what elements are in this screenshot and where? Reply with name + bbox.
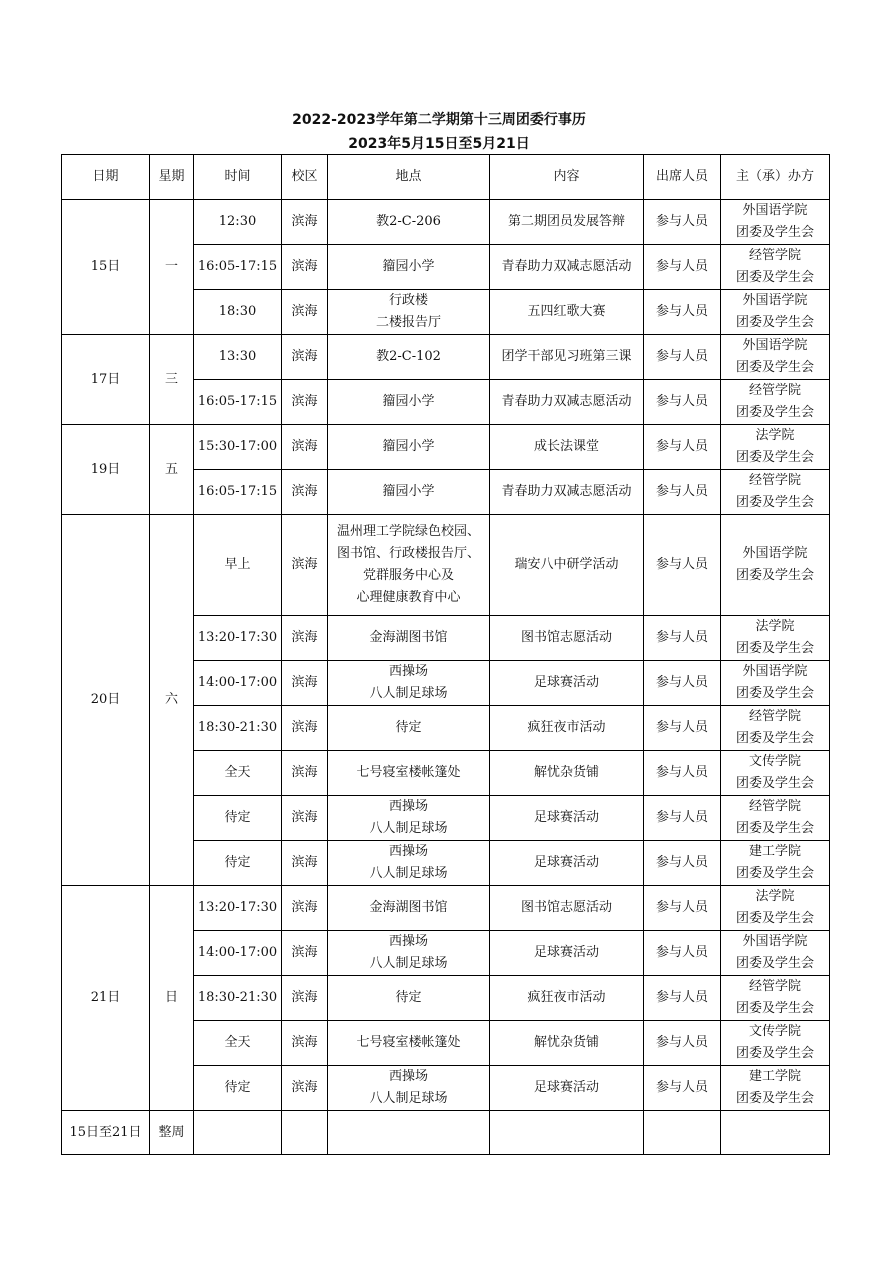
organizer-cell: 经管学院 团委及学生会 bbox=[721, 796, 830, 841]
place-cell: 金海湖图书馆 bbox=[328, 616, 490, 661]
footer-place bbox=[328, 1111, 490, 1155]
place-cell: 籀园小学 bbox=[328, 425, 490, 470]
organizer-cell: 经管学院 团委及学生会 bbox=[721, 976, 830, 1021]
place-cell: 待定 bbox=[328, 976, 490, 1021]
attendees-cell: 参与人员 bbox=[644, 751, 721, 796]
campus-cell: 滨海 bbox=[282, 245, 328, 290]
place-cell: 待定 bbox=[328, 706, 490, 751]
table-row bbox=[62, 425, 830, 470]
campus-cell: 滨海 bbox=[282, 661, 328, 706]
place-cell: 籀园小学 bbox=[328, 380, 490, 425]
content-cell: 足球赛活动 bbox=[490, 661, 644, 706]
header-attendees: 出席人员 bbox=[644, 155, 721, 200]
place-cell: 西操场 八人制足球场 bbox=[328, 1066, 490, 1111]
time-cell: 13:30 bbox=[194, 335, 282, 380]
time-cell: 待定 bbox=[194, 1066, 282, 1111]
header-organizer: 主（承）办方 bbox=[721, 155, 830, 200]
content-cell: 解忧杂货铺 bbox=[490, 1021, 644, 1066]
attendees-cell: 参与人员 bbox=[644, 245, 721, 290]
place-cell: 教2-C-206 bbox=[328, 200, 490, 245]
organizer-cell: 经管学院 团委及学生会 bbox=[721, 706, 830, 751]
organizer-cell: 建工学院 团委及学生会 bbox=[721, 841, 830, 886]
organizer-cell: 文传学院 团委及学生会 bbox=[721, 751, 830, 796]
campus-cell: 滨海 bbox=[282, 751, 328, 796]
content-cell: 青春助力双减志愿活动 bbox=[490, 470, 644, 515]
campus-cell: 滨海 bbox=[282, 380, 328, 425]
attendees-cell: 参与人员 bbox=[644, 515, 721, 616]
weekday-cell: 五 bbox=[150, 425, 194, 515]
document-title: 2022-2023学年第二学期第十三周团委行事历 bbox=[292, 112, 586, 128]
attendees-cell: 参与人员 bbox=[644, 661, 721, 706]
weekday-cell: 三 bbox=[150, 335, 194, 425]
time-cell: 早上 bbox=[194, 515, 282, 616]
content-cell: 成长法课堂 bbox=[490, 425, 644, 470]
time-cell: 12:30 bbox=[194, 200, 282, 245]
attendees-cell: 参与人员 bbox=[644, 200, 721, 245]
date-cell: 19日 bbox=[62, 425, 150, 515]
footer-content bbox=[490, 1111, 644, 1155]
time-cell: 14:00-17:00 bbox=[194, 931, 282, 976]
time-cell: 16:05-17:15 bbox=[194, 245, 282, 290]
organizer-cell: 文传学院 团委及学生会 bbox=[721, 1021, 830, 1066]
header-content: 内容 bbox=[490, 155, 644, 200]
campus-cell: 滨海 bbox=[282, 290, 328, 335]
campus-cell: 滨海 bbox=[282, 976, 328, 1021]
content-cell: 青春助力双减志愿活动 bbox=[490, 380, 644, 425]
content-cell: 青春助力双减志愿活动 bbox=[490, 245, 644, 290]
footer-attendees bbox=[644, 1111, 721, 1155]
attendees-cell: 参与人员 bbox=[644, 335, 721, 380]
content-cell: 足球赛活动 bbox=[490, 796, 644, 841]
attendees-cell: 参与人员 bbox=[644, 841, 721, 886]
campus-cell: 滨海 bbox=[282, 931, 328, 976]
content-cell: 第二期团员发展答辩 bbox=[490, 200, 644, 245]
schedule-table bbox=[61, 154, 830, 1155]
time-cell: 待定 bbox=[194, 796, 282, 841]
attendees-cell: 参与人员 bbox=[644, 290, 721, 335]
header-date: 日期 bbox=[62, 155, 150, 200]
place-cell: 籀园小学 bbox=[328, 245, 490, 290]
attendees-cell: 参与人员 bbox=[644, 796, 721, 841]
table-row bbox=[62, 515, 830, 616]
attendees-cell: 参与人员 bbox=[644, 1021, 721, 1066]
organizer-cell: 外国语学院 团委及学生会 bbox=[721, 290, 830, 335]
footer-weekday: 整周 bbox=[150, 1111, 194, 1155]
time-cell: 13:20-17:30 bbox=[194, 886, 282, 931]
attendees-cell: 参与人员 bbox=[644, 425, 721, 470]
time-cell: 18:30-21:30 bbox=[194, 706, 282, 751]
organizer-cell: 经管学院 团委及学生会 bbox=[721, 380, 830, 425]
content-cell: 五四红歌大赛 bbox=[490, 290, 644, 335]
content-cell: 团学干部见习班第三课 bbox=[490, 335, 644, 380]
place-cell: 籀园小学 bbox=[328, 470, 490, 515]
time-cell: 全天 bbox=[194, 1021, 282, 1066]
header-row bbox=[62, 155, 830, 200]
organizer-cell: 经管学院 团委及学生会 bbox=[721, 245, 830, 290]
organizer-cell: 外国语学院 团委及学生会 bbox=[721, 200, 830, 245]
content-cell: 解忧杂货铺 bbox=[490, 751, 644, 796]
content-cell: 足球赛活动 bbox=[490, 931, 644, 976]
attendees-cell: 参与人员 bbox=[644, 886, 721, 931]
content-cell: 足球赛活动 bbox=[490, 1066, 644, 1111]
footer-row bbox=[62, 1111, 830, 1155]
campus-cell: 滨海 bbox=[282, 335, 328, 380]
content-cell: 图书馆志愿活动 bbox=[490, 616, 644, 661]
weekday-cell: 日 bbox=[150, 886, 194, 1111]
footer-time bbox=[194, 1111, 282, 1155]
time-cell: 全天 bbox=[194, 751, 282, 796]
organizer-cell: 外国语学院 团委及学生会 bbox=[721, 335, 830, 380]
weekday-cell: 一 bbox=[150, 200, 194, 335]
table-row bbox=[62, 335, 830, 380]
campus-cell: 滨海 bbox=[282, 515, 328, 616]
time-cell: 14:00-17:00 bbox=[194, 661, 282, 706]
date-range: 2023年5月15日至5月21日 bbox=[348, 136, 530, 152]
date-cell: 17日 bbox=[62, 335, 150, 425]
organizer-cell: 建工学院 团委及学生会 bbox=[721, 1066, 830, 1111]
campus-cell: 滨海 bbox=[282, 1066, 328, 1111]
place-cell: 西操场 八人制足球场 bbox=[328, 841, 490, 886]
organizer-cell: 外国语学院 团委及学生会 bbox=[721, 931, 830, 976]
footer-campus bbox=[282, 1111, 328, 1155]
header-time: 时间 bbox=[194, 155, 282, 200]
place-cell: 七号寝室楼帐篷处 bbox=[328, 1021, 490, 1066]
table-row bbox=[62, 200, 830, 245]
date-cell: 21日 bbox=[62, 886, 150, 1111]
campus-cell: 滨海 bbox=[282, 841, 328, 886]
header-campus: 校区 bbox=[282, 155, 328, 200]
organizer-cell: 法学院 团委及学生会 bbox=[721, 616, 830, 661]
weekday-cell: 六 bbox=[150, 515, 194, 886]
content-cell: 图书馆志愿活动 bbox=[490, 886, 644, 931]
place-cell: 教2-C-102 bbox=[328, 335, 490, 380]
date-cell: 15日 bbox=[62, 200, 150, 335]
organizer-cell: 外国语学院 团委及学生会 bbox=[721, 661, 830, 706]
organizer-cell: 法学院 团委及学生会 bbox=[721, 425, 830, 470]
place-cell: 温州理工学院绿色校园、 图书馆、行政楼报告厅、 党群服务中心及 心理健康教育中心 bbox=[328, 515, 490, 616]
place-cell: 西操场 八人制足球场 bbox=[328, 796, 490, 841]
campus-cell: 滨海 bbox=[282, 1021, 328, 1066]
content-cell: 疯狂夜市活动 bbox=[490, 976, 644, 1021]
campus-cell: 滨海 bbox=[282, 886, 328, 931]
organizer-cell: 经管学院 团委及学生会 bbox=[721, 470, 830, 515]
footer-organizer bbox=[721, 1111, 830, 1155]
time-cell: 待定 bbox=[194, 841, 282, 886]
schedule-body bbox=[62, 200, 830, 1111]
campus-cell: 滨海 bbox=[282, 425, 328, 470]
place-cell: 行政楼 二楼报告厅 bbox=[328, 290, 490, 335]
header-weekday: 星期 bbox=[150, 155, 194, 200]
attendees-cell: 参与人员 bbox=[644, 470, 721, 515]
time-cell: 18:30-21:30 bbox=[194, 976, 282, 1021]
content-cell: 足球赛活动 bbox=[490, 841, 644, 886]
time-cell: 18:30 bbox=[194, 290, 282, 335]
campus-cell: 滨海 bbox=[282, 616, 328, 661]
footer-date: 15日至21日 bbox=[62, 1111, 150, 1155]
place-cell: 西操场 八人制足球场 bbox=[328, 661, 490, 706]
time-cell: 16:05-17:15 bbox=[194, 380, 282, 425]
campus-cell: 滨海 bbox=[282, 796, 328, 841]
campus-cell: 滨海 bbox=[282, 200, 328, 245]
attendees-cell: 参与人员 bbox=[644, 706, 721, 751]
organizer-cell: 法学院 团委及学生会 bbox=[721, 886, 830, 931]
attendees-cell: 参与人员 bbox=[644, 931, 721, 976]
campus-cell: 滨海 bbox=[282, 706, 328, 751]
attendees-cell: 参与人员 bbox=[644, 976, 721, 1021]
date-cell: 20日 bbox=[62, 515, 150, 886]
time-cell: 13:20-17:30 bbox=[194, 616, 282, 661]
place-cell: 金海湖图书馆 bbox=[328, 886, 490, 931]
time-cell: 16:05-17:15 bbox=[194, 470, 282, 515]
attendees-cell: 参与人员 bbox=[644, 1066, 721, 1111]
content-cell: 瑞安八中研学活动 bbox=[490, 515, 644, 616]
organizer-cell: 外国语学院 团委及学生会 bbox=[721, 515, 830, 616]
time-cell: 15:30-17:00 bbox=[194, 425, 282, 470]
attendees-cell: 参与人员 bbox=[644, 380, 721, 425]
place-cell: 西操场 八人制足球场 bbox=[328, 931, 490, 976]
content-cell: 疯狂夜市活动 bbox=[490, 706, 644, 751]
table-row bbox=[62, 886, 830, 931]
header-place: 地点 bbox=[328, 155, 490, 200]
attendees-cell: 参与人员 bbox=[644, 616, 721, 661]
place-cell: 七号寝室楼帐篷处 bbox=[328, 751, 490, 796]
campus-cell: 滨海 bbox=[282, 470, 328, 515]
